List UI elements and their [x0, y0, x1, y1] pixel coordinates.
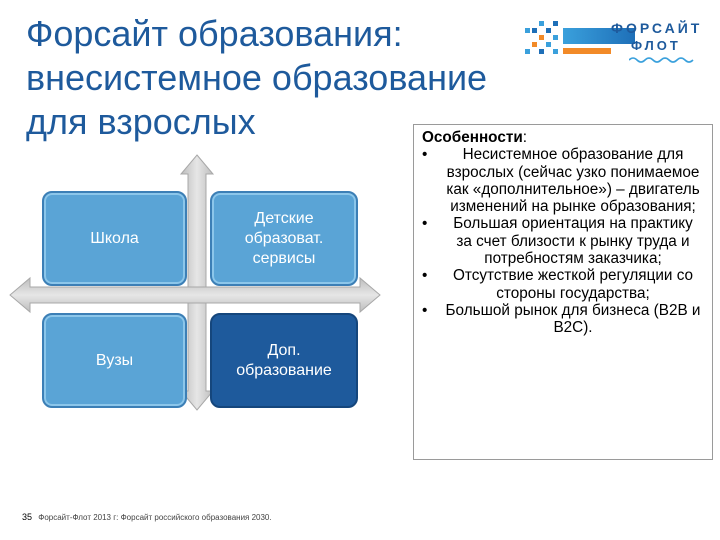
quadrant-school: [42, 191, 187, 286]
quadrant-children-services: [210, 191, 358, 286]
logo-text-line-2: ФЛОТ: [631, 38, 681, 53]
logo-wave-icon: [629, 56, 695, 64]
list-item: [422, 146, 704, 215]
slide-footer: [22, 512, 272, 522]
education-quadrant-diagram: [0, 150, 400, 450]
foresight-flot-logo: [525, 18, 705, 66]
bullet-icon: •: [422, 215, 428, 233]
feature-text-2: Большая ориентация на практику за счет близости к рынку труда и потребностям заказчика;: [453, 215, 693, 268]
feature-text-3: Отсутствие жесткой регуляции со стороны государства;: [452, 267, 694, 302]
footer-source: Форсайт-Флот 2013 г: Форсайт российского образования 2030.: [38, 513, 272, 522]
feature-text-1: Несистемное образование для взрослых (сейчас узко понимаемое как «дополнительное») – двигатель изменений на рынке образования;: [446, 146, 700, 216]
bullet-icon: •: [422, 267, 428, 285]
list-item: [422, 302, 704, 337]
quadrant-additional-education: [210, 313, 358, 408]
list-item: [422, 215, 704, 267]
quadrant-additional-education-label: Доп. образование: [236, 341, 332, 379]
features-panel: [413, 124, 713, 460]
page-number: 35: [22, 512, 33, 522]
title-line-2: внесистемное образование: [26, 57, 488, 98]
bullet-icon: •: [422, 146, 428, 164]
title-line-3: для взрослых: [26, 101, 256, 142]
quadrant-universities-label: Вузы: [95, 351, 134, 369]
list-item: [422, 267, 704, 302]
feature-text-4: Большой рынок для бизнеса (B2B и B2C).: [445, 301, 701, 337]
logo-orange-bar: [563, 48, 611, 54]
quadrant-universities: [42, 313, 187, 408]
features-heading: Особенности:: [422, 129, 527, 146]
quadrant-school-label: Школа: [90, 229, 139, 247]
features-list: [422, 146, 704, 336]
title-line-1: Форсайт образования:: [26, 13, 403, 54]
quadrant-children-services-label: Детские образоват. сервисы: [244, 209, 324, 267]
bullet-icon: •: [422, 301, 428, 319]
logo-text-line-1: ФОРСАЙТ: [611, 20, 703, 36]
